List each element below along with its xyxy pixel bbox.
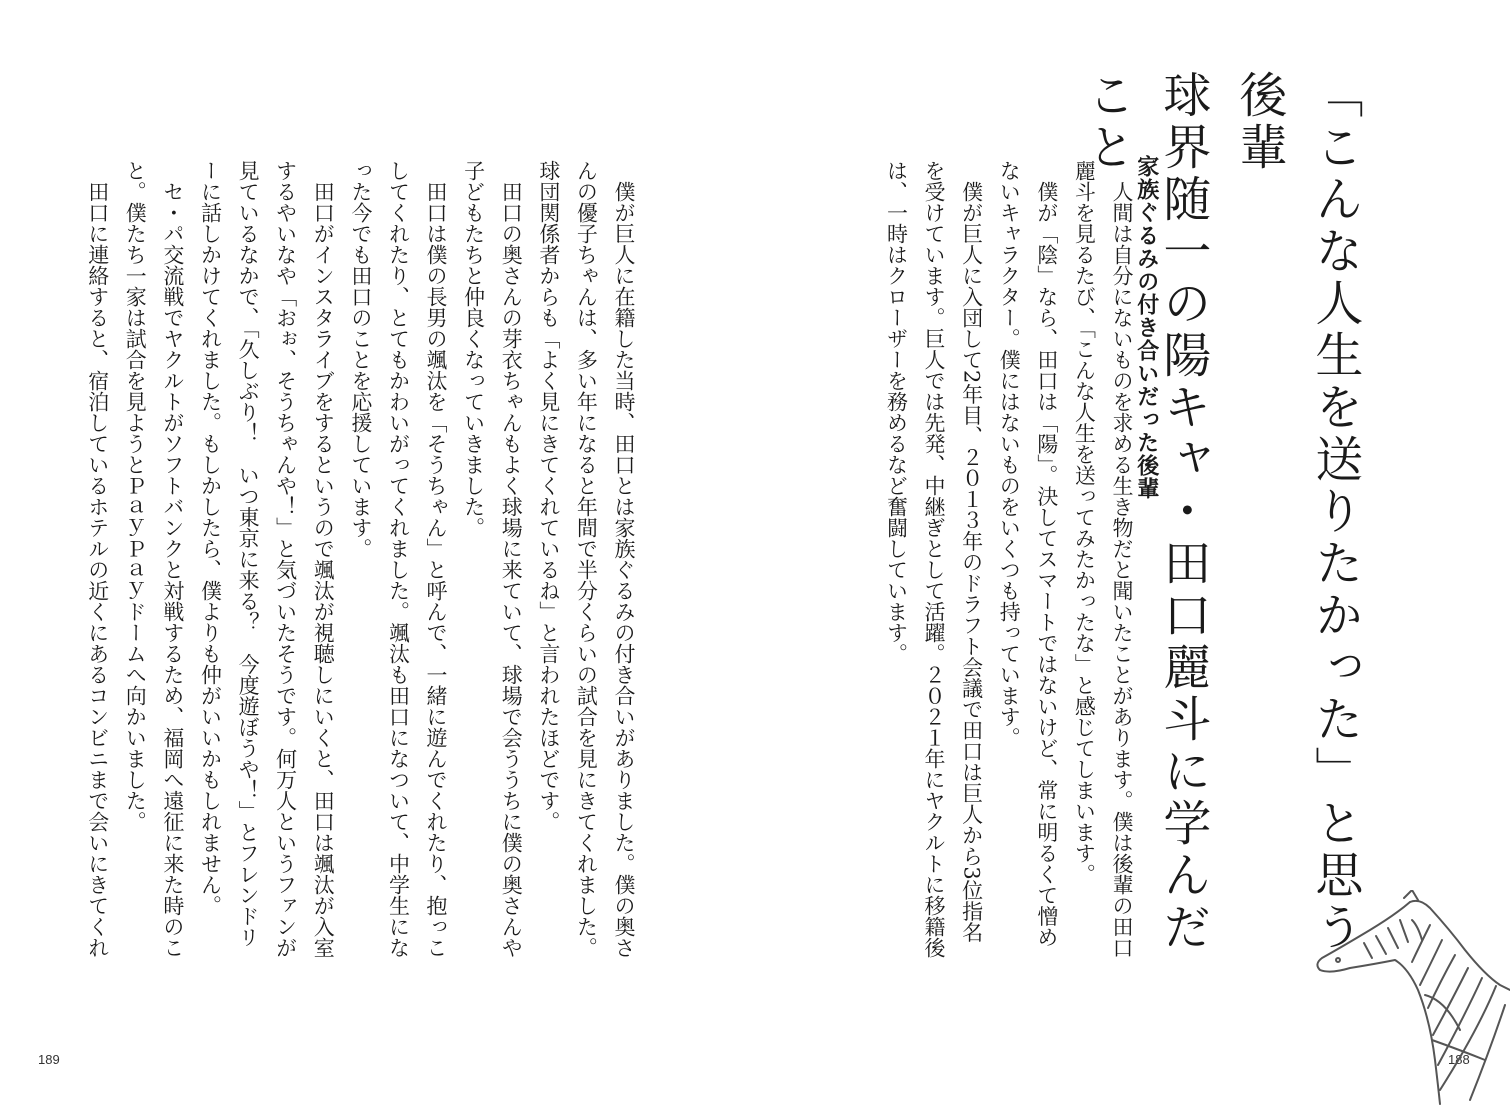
section-subheading: 家族ぐるみの付き合いだった後輩 (1133, 155, 1159, 500)
paragraph: 僕が「陰」なら、田口は「陽」。決してスマートではないけど、常に明るくて憎めないキャラクター。僕にはないものをいくつも持っています。 (997, 160, 1059, 948)
paragraph: 田口の奥さんの芽衣ちゃんもよく球場に来ていて、球場で会ううちに僕の奥さんや子どもたちと仲良くなっていきました。 (461, 160, 524, 958)
chapter-title-line-2: 球界随一の陽キャ・田口麗斗に学んだこと (1078, 70, 1211, 954)
paragraph: 田口は僕の長男の颯汰を「そうちゃん」と呼んで、一緒に遊んでくれたり、抱っこしてくれたり、とてもかわいがってくれました。颯汰も田口になついて、中学生になった今でも田口のことを応援しています。 (348, 160, 449, 958)
paragraph: 田口がインスタライブをするというので颯汰が視聴しにいくと、田口は颯汰が入室するやいなや「おぉ、そうちゃんや！」と気づいたそうです。何万人というファンが見ているなかで、「久しぶり！ いつ東京に来る？ 今度遊ぼうや！」とフレンドリーに話しかけてくれました。もしかしたら、僕よりも仲がいいかもしれません。 (198, 160, 336, 958)
right-page-body (877, 160, 1140, 960)
left-page-body (78, 160, 642, 960)
page-number-left: 189 (38, 1052, 60, 1067)
page-number-right: 188 (1448, 1052, 1470, 1067)
paragraph: 人間は自分にないものを求める生き物だと聞いたことがあります。僕は後輩の田口麗斗を見るたび、「こんな人生を送ってみたかったな」と感じてしまいます。 (1072, 160, 1134, 958)
paragraph: 田口に連絡すると、宿泊しているホテルの近くにあるコンビニまで会いにきてくれ (85, 181, 110, 958)
paragraph: セ・パ交流戦でヤクルトがソフトバンクと対戦するため、福岡へ遠征に来た時のこと。僕たち一家は試合を見ようとＰａｙＰａｙドームへ向かいました。 (123, 160, 185, 958)
zebra-illustration-icon (1300, 890, 1510, 1105)
paragraph: 僕が巨人に入団して2年目、２０１３年のドラフト会議で田口は巨人から3位指名を受けています。巨人では先発、中継ぎとして活躍。２０２１年にヤクルトに移籍後は、一時はクローザーを務めるなど奮闘しています。 (884, 160, 984, 958)
chapter-title-line-1: 「こんな人生を送りたかった」と思う後輩 (1230, 70, 1363, 954)
paragraph: 僕が巨人に在籍した当時、田口とは家族ぐるみの付き合いがありました。僕の奥さんの優子ちゃんは、多い年になると年間で半分くらいの試合を見にきてくれました。球団関係者からも「よく見にきてくれているね」と言われたほどです。 (536, 160, 636, 958)
